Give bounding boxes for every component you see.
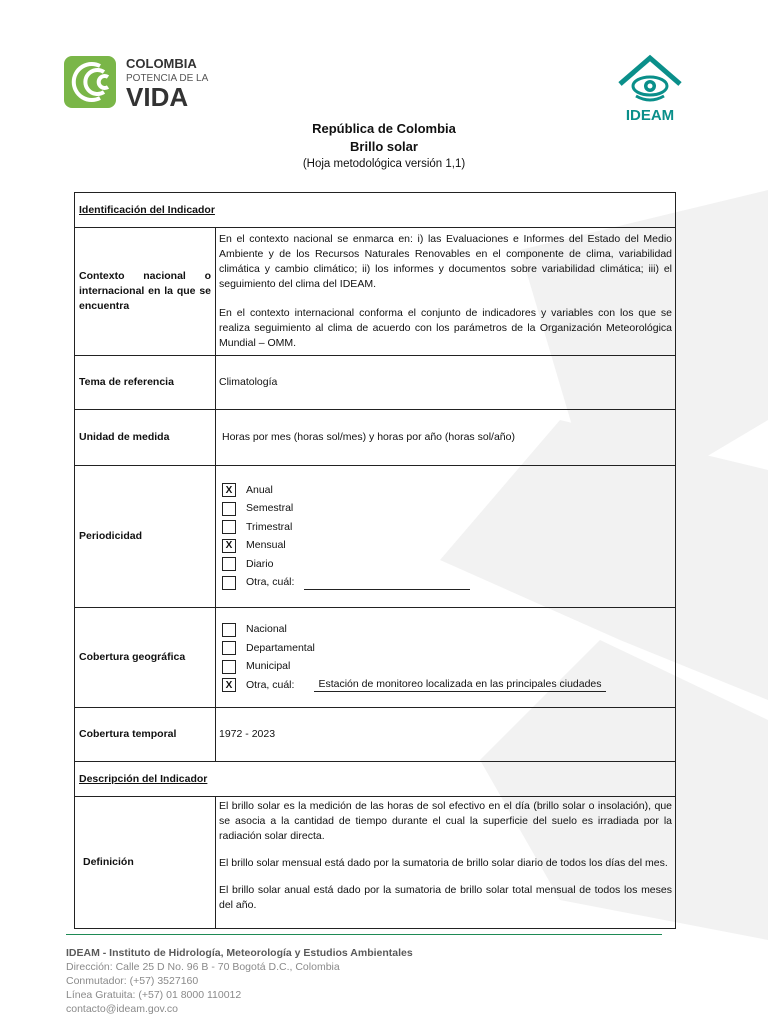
row-cobertura-geografica [75, 608, 676, 708]
ideam-logo-text: IDEAM [625, 107, 675, 124]
checkbox-trimestral[interactable] [222, 520, 236, 534]
logo-text-line3: VIDA [126, 82, 189, 110]
indicator-sheet-table [74, 192, 676, 929]
option-label-semestral: Semestral [246, 502, 294, 515]
value-tema: Climatología [216, 356, 676, 410]
document-version: (Hoja metodológica versión 1,1) [302, 158, 466, 170]
row-tema [75, 356, 676, 410]
checkbox-otra-periodicidad[interactable] [222, 576, 236, 590]
footer-free-line: Línea Gratuita: (+57) 01 8000 110012 [66, 989, 242, 1001]
row-cobertura-temporal [75, 708, 676, 762]
row-contexto [75, 228, 676, 356]
option-otra-periodicidad[interactable] [222, 574, 671, 593]
definicion-paragraph-2: El brillo solar mensual está dado por la sumatoria de brillo solar diario de todos los días del mes. [219, 857, 668, 869]
document-subtitle: Brillo solar [350, 139, 418, 154]
row-definicion [75, 797, 676, 929]
option-label-anual: Anual [246, 483, 273, 496]
value-contexto [216, 228, 676, 356]
section-descripcion: Descripción del Indicador [75, 762, 676, 797]
option-label-otra-periodicidad: Otra, cuál: [246, 576, 295, 589]
checkbox-diario[interactable] [222, 557, 236, 571]
logo-text-line2: POTENCIA DE LA [126, 73, 209, 84]
label-contexto: Contexto nacional o internacional en la que se encuentra [75, 228, 216, 356]
checkbox-mensual[interactable]: X [222, 539, 236, 553]
colombia-potencia-logo [64, 54, 214, 110]
document-title: República de Colombia [312, 121, 456, 136]
option-departamental[interactable] [222, 639, 671, 658]
logo-text-line1: COLOMBIA [126, 56, 197, 71]
checkbox-nacional[interactable] [222, 623, 236, 637]
label-periodicidad: Periodicidad [75, 466, 216, 608]
checkbox-anual[interactable]: X [222, 483, 236, 497]
value-definicion [216, 797, 676, 929]
label-cobertura-temporal: Cobertura temporal [75, 708, 216, 762]
option-label-municipal: Municipal [246, 660, 291, 673]
label-tema: Tema de referencia [75, 356, 216, 410]
value-cobertura-temporal: 1972 - 2023 [216, 708, 676, 762]
option-label-diario: Diario [246, 557, 274, 570]
footer-rule [66, 934, 662, 935]
option-diario[interactable] [222, 555, 671, 574]
contexto-paragraph-1: En el contexto nacional se enmarca en: i) las Evaluaciones e Informes del Estado del Medio Ambiente y de los Recursos Naturales Renovables en el componente de clima, variabilidad climática y cambio climático; ii) los informes y documentos sobre variabilidad climática; iii) el seguimiento del clima del IDEAM. [219, 233, 672, 290]
footer-address: Dirección: Calle 25 D No. 96 B - 70 Bogotá D.C., Colombia [66, 961, 340, 973]
cobertura-geografica-options [216, 608, 676, 708]
checkbox-otra-cobertura[interactable]: X [222, 678, 236, 692]
ideam-logo [612, 52, 688, 124]
definicion-paragraph-1: El brillo solar es la medición de las horas de sol efectivo en el día (brillo solar o insolación), que se asocia a la cantidad de tiempo durante el cual la superficie del suelo es irradiada por la radiación solar directa. [219, 800, 672, 842]
section-identificacion: Identificación del Indicador [75, 193, 676, 228]
footer-org: IDEAM - Instituto de Hidrología, Meteorología y Estudios Ambientales [66, 947, 413, 959]
row-unidad [75, 410, 676, 466]
checkbox-departamental[interactable] [222, 641, 236, 655]
section-row-identificacion [75, 193, 676, 228]
checkbox-semestral[interactable] [222, 502, 236, 516]
label-cobertura-geografica: Cobertura geográfica [75, 608, 216, 708]
option-label-otra-cobertura: Otra, cuál: [246, 678, 295, 691]
otra-cobertura-value[interactable]: Estación de monitoreo localizada en las principales ciudades [314, 678, 605, 692]
section-row-descripcion [75, 762, 676, 797]
option-label-mensual: Mensual [246, 539, 286, 552]
document-title-block [0, 120, 768, 172]
definicion-paragraph-3: El brillo solar anual está dado por la sumatoria de brillo solar total mensual de todos los meses del año. [219, 884, 672, 911]
value-unidad: Horas por mes (horas sol/mes) y horas por año (horas sol/año) [216, 410, 676, 466]
option-anual[interactable] [222, 481, 671, 500]
option-trimestral[interactable] [222, 518, 671, 537]
label-unidad: Unidad de medida [75, 410, 216, 466]
option-nacional[interactable] [222, 621, 671, 640]
option-mensual[interactable] [222, 537, 671, 556]
footer-email[interactable]: contacto@ideam.gov.co [66, 1003, 179, 1015]
periodicidad-options [216, 466, 676, 608]
option-otra-cobertura[interactable] [222, 676, 671, 695]
option-label-nacional: Nacional [246, 623, 287, 636]
otra-periodicidad-blank-line[interactable] [304, 576, 470, 590]
contexto-paragraph-2: En el contexto internacional conforma el conjunto de indicadores y variables con los que se realiza seguimiento al clima de acuerdo con los parámetros de la Organización Meteorológica Mundial – OMM. [219, 307, 672, 349]
checkbox-municipal[interactable] [222, 660, 236, 674]
label-definicion: Definición [75, 797, 216, 929]
footer-contact [66, 946, 413, 1016]
option-municipal[interactable] [222, 658, 671, 677]
option-label-trimestral: Trimestral [246, 520, 293, 533]
option-label-departamental: Departamental [246, 641, 315, 654]
row-periodicidad [75, 466, 676, 608]
option-semestral[interactable] [222, 500, 671, 519]
footer-phone: Conmutador: (+57) 3527160 [66, 975, 199, 987]
